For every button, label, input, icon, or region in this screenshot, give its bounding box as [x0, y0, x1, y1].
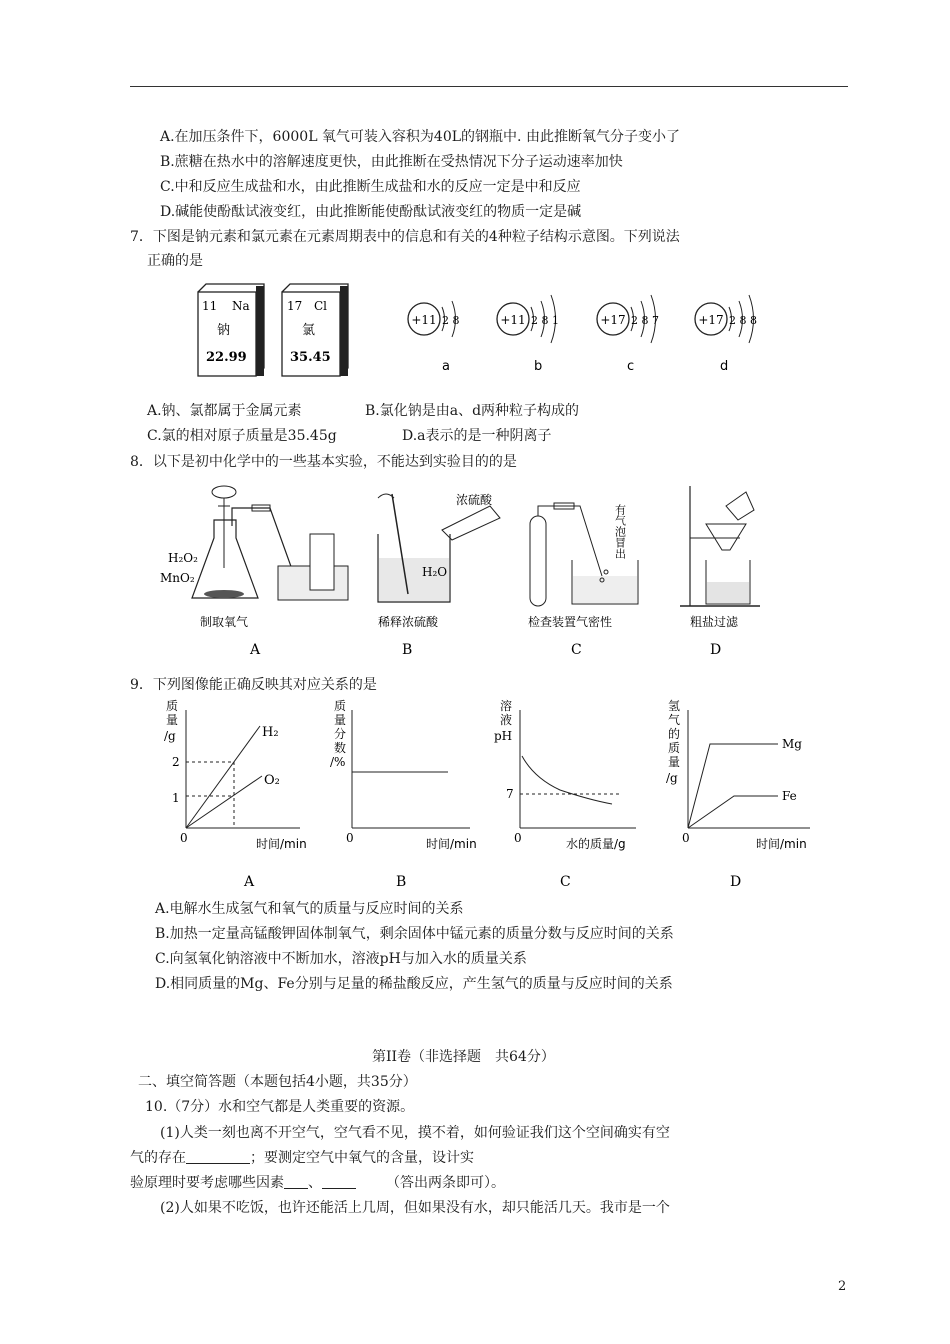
q7-stem: 7．下图是钠元素和氯元素在元素周期表中的信息和有关的4种粒子结构示意图。下列说法	[130, 229, 680, 245]
graph-a-o2-line	[186, 776, 262, 828]
page-number: 2	[838, 1279, 847, 1294]
svg-text:水的质量/g: 水的质量/g	[566, 837, 626, 851]
element-card-cl	[282, 284, 348, 376]
svg-text:O₂: O₂	[264, 773, 280, 788]
particle-b	[497, 295, 559, 374]
q8-letter-d: D	[710, 642, 722, 658]
graph-b-letter: B	[396, 874, 407, 890]
q7-option-a: A.钠、氯都属于金属元素	[147, 403, 302, 419]
part2-title: 第II卷（非选择题 共64分）	[372, 1049, 555, 1065]
cl-name: 氯	[302, 323, 316, 338]
q9-graphs	[150, 696, 830, 896]
na-symbol: Na	[232, 299, 250, 313]
svg-text:+17: +17	[698, 313, 724, 327]
svg-text:H₂: H₂	[262, 725, 279, 740]
q8-caption-d: 粗盐过滤	[690, 615, 739, 629]
svg-text:时间/min: 时间/min	[426, 837, 477, 851]
particle-a-label: a	[442, 359, 450, 374]
particle-d-label: d	[720, 359, 729, 374]
svg-text:0: 0	[682, 831, 690, 845]
graph-a-h2-line	[186, 726, 260, 828]
graph-c-letter: C	[560, 874, 571, 890]
svg-text:0: 0	[180, 831, 188, 845]
q6-option-b: B.蔗糖在热水中的溶解速度更快，由此推断在受热情况下分子运动速率加快	[160, 154, 623, 170]
graph-a-letter: A	[244, 874, 255, 890]
svg-text:MnO₂: MnO₂	[160, 571, 195, 585]
q7-figure	[190, 276, 780, 384]
q10-part1-cont2: 验原理时要考虑哪些因素 、 （答出两条即可）。	[130, 1175, 505, 1191]
svg-text:/g: /g	[164, 729, 176, 743]
graph-d-mg-line	[688, 744, 778, 828]
graph-b	[330, 698, 477, 890]
svg-text:氢: 氢	[668, 699, 681, 713]
svg-text:有气泡冒出: 有气泡冒出	[613, 504, 627, 559]
q9-option-c: C.向氢氧化钠溶液中不断加水，溶液pH与加入水的质量关系	[155, 951, 527, 967]
svg-text:2 8 7: 2 8 7	[631, 314, 659, 327]
svg-text:溶: 溶	[500, 699, 513, 713]
q6-option-c: C.中和反应生成盐和水，由此推断生成盐和水的反应一定是中和反应	[160, 179, 581, 195]
svg-text:0: 0	[346, 831, 354, 845]
svg-text:浓硫酸: 浓硫酸	[456, 493, 493, 507]
svg-text:+11: +11	[500, 313, 526, 327]
q7-option-b: B.氯化钠是由a、d两种粒子构成的	[365, 403, 580, 419]
svg-text:2 8 8: 2 8 8	[729, 314, 757, 327]
svg-text:质: 质	[334, 699, 347, 713]
svg-text:质: 质	[668, 741, 681, 755]
na-number: 11	[202, 299, 218, 313]
particle-c-label: c	[627, 359, 635, 374]
svg-text:时间/min: 时间/min	[756, 837, 807, 851]
q8-caption-b: 稀释浓硫酸	[378, 615, 439, 629]
answer-blank[interactable]	[322, 1174, 356, 1189]
svg-text:H₂O₂: H₂O₂	[168, 551, 198, 565]
graph-d-fe-line	[688, 796, 778, 828]
svg-text:液: 液	[500, 713, 513, 727]
q9-stem: 9．下列图像能正确反映其对应关系的是	[130, 677, 377, 693]
header-rule	[130, 86, 848, 87]
particle-c	[597, 295, 659, 374]
svg-text:0: 0	[514, 831, 522, 845]
particle-b-label: b	[534, 359, 543, 374]
svg-text:+11: +11	[411, 313, 437, 327]
q10-part2: (2)人如果不吃饭，也许还能活上几周，但如果没有水，却只能活几天。我市是一个	[160, 1200, 670, 1216]
graph-d-letter: D	[730, 874, 742, 890]
cl-mass: 35.45	[290, 350, 331, 365]
na-name: 钠	[217, 323, 231, 338]
graph-c-curve	[522, 756, 612, 804]
q8-letter-a: A	[250, 642, 261, 658]
svg-text:/g: /g	[666, 771, 678, 785]
svg-text:+17: +17	[600, 313, 626, 327]
q6-option-d: D.碱能使酚酞试液变红，由此推断能使酚酞试液变红的物质一定是碱	[160, 204, 582, 220]
svg-text:数: 数	[334, 741, 347, 755]
svg-text:Fe: Fe	[782, 789, 797, 803]
svg-text:分: 分	[334, 727, 347, 741]
apparatus-c	[530, 503, 638, 606]
svg-text:2 8 1: 2 8 1	[531, 314, 559, 327]
svg-text:2 8: 2 8	[442, 314, 460, 327]
svg-text:时间/min: 时间/min	[256, 837, 307, 851]
q8-caption-c: 检查装置气密性	[528, 615, 613, 629]
answer-blank[interactable]	[284, 1174, 308, 1189]
element-card-na	[198, 284, 264, 376]
svg-text:/%: /%	[330, 755, 346, 769]
section-heading: 二、填空简答题（本题包括4小题，共35分）	[138, 1074, 417, 1090]
svg-text:量: 量	[668, 755, 681, 769]
q9-option-a: A.电解水生成氢气和氧气的质量与反应时间的关系	[155, 901, 464, 917]
svg-text:量: 量	[166, 713, 179, 727]
q10-part1: (1)人类一刻也离不开空气，空气看不见，摸不着，如何验证我们这个空间确实有空	[160, 1125, 670, 1141]
svg-text:1: 1	[172, 791, 180, 805]
q6-option-a: A.在加压条件下，6000L 氧气可装入容积为40L的钢瓶中. 由此推断氧气分子变小了	[160, 129, 680, 145]
svg-text:2: 2	[172, 755, 180, 769]
q10-stem: 10.（7分）水和空气都是人类重要的资源。	[145, 1099, 415, 1115]
graph-a	[164, 698, 307, 890]
apparatus-a	[160, 486, 348, 600]
svg-text:量: 量	[334, 713, 347, 727]
q8-stem: 8．以下是初中化学中的一些基本实验，不能达到实验目的的是	[130, 454, 517, 470]
graph-c	[494, 698, 636, 890]
particle-a	[408, 301, 460, 374]
svg-text:H₂O: H₂O	[422, 565, 448, 579]
q8-caption-a: 制取氧气	[200, 615, 249, 629]
q8-figure	[150, 476, 790, 661]
q7-option-d: D.a表示的是一种阴离子	[402, 428, 552, 444]
particle-d	[695, 295, 757, 374]
q8-letter-c: C	[571, 642, 582, 658]
svg-text:质: 质	[166, 699, 179, 713]
svg-text:的: 的	[668, 727, 681, 741]
graph-d	[666, 699, 810, 890]
q7-stem-cont: 正确的是	[147, 253, 203, 269]
cl-number: 17	[287, 299, 303, 313]
q9-option-b: B.加热一定量高锰酸钾固体制氧气，剩余固体中锰元素的质量分数与反应时间的关系	[155, 926, 674, 942]
answer-blank[interactable]	[186, 1149, 250, 1164]
svg-text:气: 气	[668, 713, 681, 727]
svg-text:Mg: Mg	[782, 737, 802, 751]
svg-text:7: 7	[506, 787, 514, 801]
cl-symbol: Cl	[314, 299, 328, 313]
svg-text:pH: pH	[494, 729, 513, 743]
apparatus-b	[378, 492, 500, 602]
na-mass: 22.99	[206, 350, 247, 365]
apparatus-d	[680, 486, 760, 606]
q7-option-c: C.氯的相对原子质量是35.45g	[147, 428, 337, 444]
q9-option-d: D.相同质量的Mg、Fe分别与足量的稀盐酸反应，产生氢气的质量与反应时间的关系	[155, 976, 673, 992]
q10-part1-cont: 气的存在 ；要测定空气中氧气的含量，设计实	[130, 1150, 474, 1166]
q8-letter-b: B	[402, 642, 413, 658]
